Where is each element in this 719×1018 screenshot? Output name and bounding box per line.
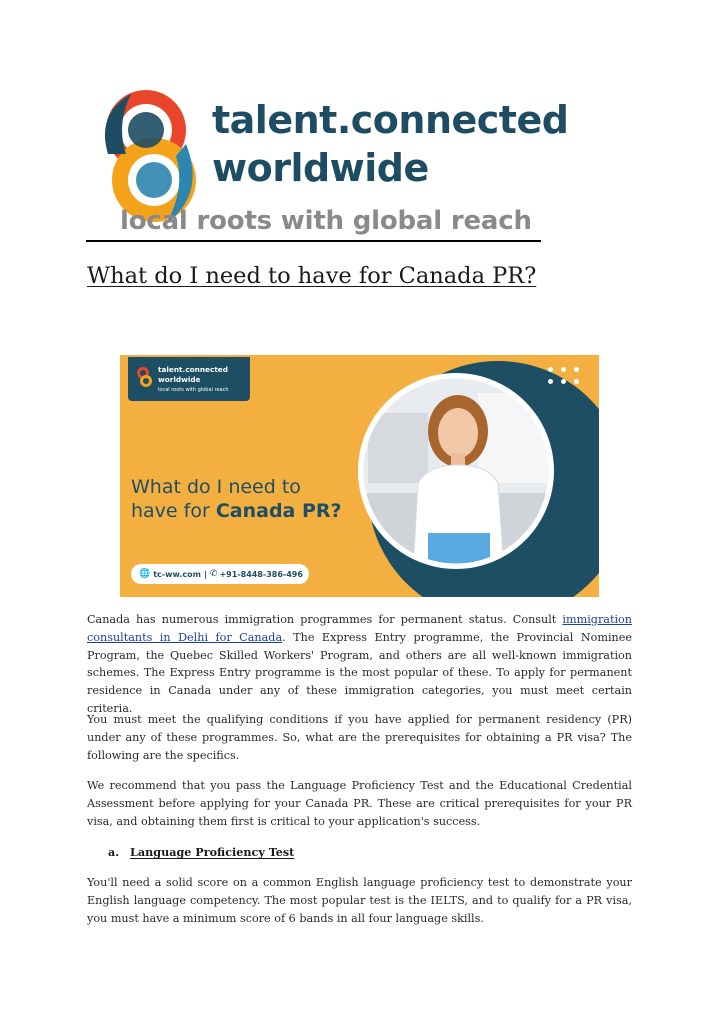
banner-brand-line1: talent.connected: [158, 365, 228, 374]
logo-name-line1: talent.connected: [212, 98, 569, 142]
list-marker: a.: [108, 845, 120, 859]
paragraph-language-test: You'll need a solid score on a common English language proficiency test to demonstrate your English language competency. The most popular test is the IELTS, and to qualify for a PR visa, you must have a minimum score of 6 bands in all four language skills.: [87, 876, 632, 925]
logo-divider: [86, 240, 541, 242]
banner-heading-bold: Canada PR?: [215, 500, 342, 522]
banner-website: tc-ww.com: [153, 569, 201, 579]
banner-separator: |: [204, 569, 207, 579]
logo-name-line2: worldwide: [212, 146, 429, 190]
logo-wordmark: [212, 96, 569, 192]
paragraph-intro-start: Canada has numerous immigration programmes for permanent status. Consult: [87, 613, 563, 626]
immigration-consultants-link[interactable]: immigration consultants in Delhi for Canada: [87, 613, 632, 644]
logo-tagline: local roots with global reach: [120, 206, 532, 236]
banner-heading: [131, 475, 381, 523]
paragraph-qualifying: You must meet the qualifying conditions if you have applied for permanent residency (PR) under any of these programmes. So, what are the prerequisites for obtaining a PR visa? The following are the specifics.: [87, 713, 632, 762]
dots-decoration: [548, 367, 582, 387]
hero-banner: [120, 355, 599, 597]
paragraph-recommendation: We recommend that you pass the Language Proficiency Test and the Educational Credential Assessment before applying for your Canada PR. These are critical prerequisites for your PR visa, and obtaining them first is critical to your application's success.: [87, 779, 632, 828]
banner-heading-line1: What do I need to: [131, 476, 301, 498]
banner-phone: +91-8448-386-496: [219, 569, 303, 579]
banner-brand-name: [158, 365, 248, 385]
banner-heading-prefix: have for: [131, 500, 216, 522]
globe-icon: 🌐: [139, 569, 151, 579]
banner-logo-swirl-icon: [134, 365, 156, 389]
banner-logo: [128, 357, 250, 401]
banner-heading-line2: [131, 499, 381, 523]
list-heading-language-test: [108, 843, 294, 861]
phone-icon: ✆: [209, 569, 218, 579]
woman-photo: [358, 373, 554, 569]
banner-contact-pill: [131, 564, 309, 584]
banner-tagline: local roots with global reach: [158, 387, 229, 393]
banner-brand-line2: worldwide: [158, 375, 201, 384]
list-heading-text: Language Proficiency Test: [130, 845, 295, 859]
paragraph-intro-end: . The Express Entry programme, the Provincial Nominee Program, the Quebec Skilled Workers' Program, and others are all well-known immigration schemes. The Express Entry programme is the most popular of these. To apply for permanent residence in Canada under any of these immigration categories, you must meet certain criteria.: [87, 630, 632, 715]
page-title: What do I need to have for Canada PR?: [87, 263, 537, 289]
paragraph-intro: [87, 611, 632, 718]
